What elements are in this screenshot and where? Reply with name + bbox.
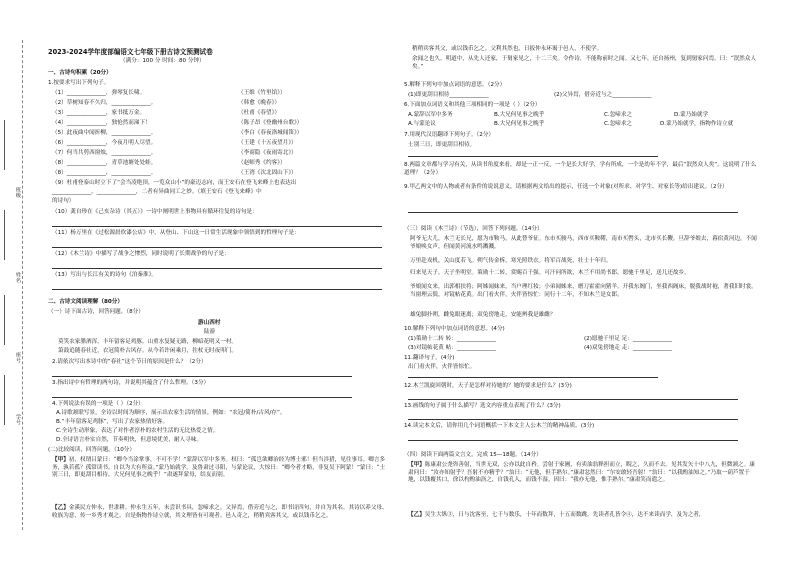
source-note: （韩愈《晚春》） (238, 100, 280, 106)
answer-line[interactable] (408, 399, 738, 400)
answer-line[interactable] (408, 156, 658, 157)
question-line: 10.解释下列句中加点词语的意思。(4分) (404, 326, 505, 332)
passage-continued: 余闻之也久。明道中，从先人还家，于舅家见之，十二三矣。令作诗，不能称前时之闻。又七年，还自扬州，复到舅家问焉。曰：“泯然众人矣。” (412, 56, 757, 70)
question-line[interactable]: (3)对镜帖花黄 帖：______________ (408, 345, 497, 351)
question-line: （12）《木兰诗》中描写了战争之惨烈，同时说明了长期战争的句子是： (52, 251, 230, 257)
source-note: （赵师秀《约客》） (238, 160, 286, 166)
subsection-heading: (二)比较阅读，回答问题。（10分） (48, 447, 135, 453)
question-line[interactable]: (1)策勋十二转 转：______________ (408, 336, 497, 342)
source-note: （李白《春夜洛城闻笛》） (238, 130, 303, 136)
source-note: （李商隐《夜雨寄北》） (238, 150, 297, 156)
poem-paragraph: 雄兔脚扑朔，雌兔眼迷离；双兔傍地走，安能辨我是雄雌？ (410, 312, 556, 318)
question-line: 12.木兰凯旋回朝时，天子是怎样对待她的？她的要求是什么？(3分) (404, 383, 572, 389)
question-line: 6.下面加点词语义和其他三项相同的一项是（ ）（2分） (404, 102, 541, 108)
question-line: 13.画线的句子属于什么描写？选文内容重点表现了什么？(3分) (404, 403, 561, 409)
answer-line[interactable] (408, 419, 738, 420)
passage-yi (52, 505, 388, 520)
gutter-blank (4, 375, 6, 425)
question-line: 出门看火伴，火伴皆惊忙。 (408, 364, 476, 370)
source-note: （杜甫《春望》） (238, 110, 280, 116)
source-note: （王湾《次北固山下》） (238, 170, 297, 176)
passage-label: 【甲】 (52, 457, 69, 463)
question-line: 9.甲乙两文中的人物或者有条件的说说意义，请根据两文给出的提示，任选一个对象(对所求、对学生、对家长等)给出建议。（2分） (404, 184, 728, 190)
answer-line[interactable] (408, 377, 658, 378)
answer-line[interactable] (52, 397, 352, 398)
source-note: （王建《十五夜望月》） (238, 140, 297, 146)
option-text: B.“丰年留客足鸡豚”，写出了农家热情好客。 (56, 419, 169, 425)
question-line: 2.请依次写出本诗中的“春社”这个节日的原因是什么？（2分） (52, 359, 207, 365)
passage-text: 吴生大纵③，日与沈客至，七千与数乐，十年而数拜，十五而数跳。先读者孔皆令④，达不来读而学，及为之者， (424, 512, 705, 518)
answer-line[interactable] (52, 268, 382, 269)
question-line: 4.下列说法有误的一项是（ ）（2分） (52, 401, 144, 407)
gutter-label-id: 学号 (15, 414, 22, 425)
poem-paragraph: 爷娘闻女来，出郭相扶将；阿姊闻妹来，当户理红妆；小弟闻姊来，磨刀霍霍向猪羊。开我东阁门，坐我西阁床，脱我战时袍，著我旧时裳。当窗理云鬓，对镜帖花黄。出门看火伴，火伴皆惊忙：同行十二年，不知木兰是女郎。 (410, 284, 757, 298)
question-line: 14.读完本文后，请你用几个词语概括一下本文主人公木兰的精神品质。(3分) (404, 423, 595, 429)
question-text: 1.按要求写出下列句子。 (48, 80, 110, 86)
poem-paragraph: 归来见天子，天子坐明堂。策勋十二转，赏赐百千强。可汗问所欲，木兰不用尚书郎，愿驰千里足，送儿还故乡。 (410, 270, 690, 276)
option-text: D.蒙乃始就学 (674, 112, 709, 118)
answer-line[interactable] (52, 226, 382, 227)
option-text: A.诗歌颔联写景，全诗以时间为顺序，展示出农家生活的情景，例如：“农冠/简朴/古风/存”。 (56, 410, 286, 416)
question-line: 士别三日，即更刮目相待。 (408, 142, 476, 148)
gutter-label-seat: 座号 (15, 352, 22, 363)
question-line: 的诗句） (52, 198, 75, 204)
answer-line[interactable] (52, 247, 382, 248)
poem-paragraph: 万里赴戎机，关山度若飞。朔气传金柝，寒光照铁衣。将军百战死，壮士十年归。 (410, 258, 612, 264)
gutter-label-class: 班级 (15, 187, 22, 198)
question-line[interactable]: ______________，______________，二者有异曲同工之妙。（填王安石《登飞来峰》中 (52, 189, 262, 195)
exam-meta: （满分：100 分 时间：80 分钟） (120, 58, 205, 64)
gutter-blank (4, 210, 6, 260)
question-line[interactable]: （8）______________，青草池塘处处蛙。 (52, 160, 157, 166)
gutter-blank (4, 295, 6, 345)
source-note: （王维《竹里馆》） (238, 90, 286, 96)
passage-label: 【乙】 (52, 505, 69, 511)
question-line: （11）杨万里在《过松源晨炊漆公店》中，从登山、下山这一日常生活现象中领悟到的哲理句子是： (52, 230, 300, 236)
option-text: D.全诗语言朴实自然，节奏明快，但意境优美，耐人寻味。 (56, 437, 202, 443)
question-line[interactable]: （7）何当共剪西窗烛，______________。 (52, 150, 157, 156)
question-line: （10）龚自珍在《己亥杂诗（其五）》一诗中阐明世上事物具有循环往复的诗句是： (52, 209, 258, 215)
question-line[interactable]: （2）草树知春不久归，______________。 (52, 100, 157, 106)
question-line[interactable]: （8）______________，______________。 (52, 170, 157, 176)
section-heading: 一、古诗句积累（20分） (48, 70, 112, 76)
question-line[interactable]: (4)双兔傍地走 走：______________ (584, 345, 673, 351)
section-heading: 二、古诗文阅读理解（80分） (48, 299, 123, 305)
subsection-heading: （三）阅读《木兰诗》（节选），回答下列问题。（14分） (404, 226, 543, 232)
question-line: 7.用现代汉语翻译下列句子。（2分） (404, 132, 495, 138)
poem-author: 陆游 (204, 329, 216, 335)
poem-title: 游山西村 (198, 320, 221, 326)
option-text: B.大兄何见事之晚乎 (494, 121, 545, 127)
question-line[interactable]: （4）______________，独怆然而涕下！ (52, 120, 151, 126)
question-line[interactable]: (2)父异焉，借旁近与之______________ (554, 92, 652, 98)
passage-jia (52, 457, 388, 480)
poem-paragraph: 阿爷无大儿，木兰无长兄，愿为市鞍马，从此替爷征。东市买骏马，西市买鞍鞯，南市买辔头，北市买长鞭。旦辞爷娘去，暮宿黄河边，不闻爷娘唤女声，但闻黄河流水鸣溅溅。 (410, 236, 757, 250)
exam-title: 2023-2024学年度部编语文七年级下册古诗文预测试卷 (48, 48, 213, 56)
question-line[interactable]: （5）此夜曲中闻折柳，______________。 (52, 130, 157, 136)
poem-line: 箫鼓追随春社近，衣冠简朴古风存。从今若许闲乘月，拄杖无时夜叩门。 (58, 348, 238, 354)
passage-b (408, 512, 758, 520)
answer-line[interactable] (52, 289, 382, 290)
binding-gutter (0, 0, 44, 561)
answer-line[interactable] (408, 440, 738, 441)
passage-text: 初，权谓吕蒙曰：“卿今当涂掌事，不可不学！”蒙辞以军中多务。权曰：“孤岂欲卿治经为博士邪！但当涉猎，见往事耳。卿言多务，孰若孤？孤常读书，自以为大有所益。”蒙乃始就学。及鲁肃过寻阳，与蒙论议，大惊曰：“卿今者才略，非复吴下阿蒙！”蒙曰：“士别三日，即更刮目相待，大兄何见事之晚乎！”肃遂拜蒙母，结友而别。 (52, 457, 386, 479)
poem-line: 莫笑农家腊酒浑，丰年留客足鸡豚。山重水复疑无路，柳暗花明又一村。 (58, 339, 238, 345)
passage-a (408, 462, 758, 485)
question-line[interactable]: （6）______________，今夜月明人尽望。 (52, 140, 157, 146)
option-text: A.与蒙论议 (408, 121, 436, 127)
question-line[interactable]: (1)即更刮目相待______________ (408, 92, 489, 98)
subsection-heading: （四）阅读下面两篇文言文，完成 15—18题。（14分） (404, 452, 542, 458)
passage-text: 金溪民方仲永，世隶耕。仲永生五年，未尝识书具，忽啼求之。父异焉，借旁近与之，即书诗四句，并自为其名。其诗以养父母、收族为意，传一乡秀才观之。自是指物作诗立就，其文理皆有可观者。邑人奇之，稍稍宾客其父，或以钱币乞之。 (52, 505, 388, 519)
answer-line[interactable] (408, 212, 738, 213)
question-line[interactable]: (2)愿驰千里足 足：______________ (584, 336, 673, 342)
passage-continued: 稍稍宾客其父，或以钱币乞之。父利其然也，日扳仲永环谒于邑人，不使学。 (412, 46, 603, 52)
passage-label: 【甲】 (408, 462, 425, 468)
option-text: D.蒙乃始就学，指物作诗立就 (660, 121, 734, 127)
question-line[interactable]: （1）______________，弹琴复长啸。 (52, 90, 146, 96)
question-line: 3.指出诗中有哲理的两句诗，并说明其蕴含了什么哲理。（3分） (52, 380, 210, 386)
passage-label: 【乙】 (408, 512, 425, 518)
source-note: （陈子昂《登幽州台歌》） (238, 120, 303, 126)
question-line: 5.解释下列句中加点词语的意思。（2分） (404, 82, 506, 88)
option-text: B.大兄何见事之晚乎 (494, 112, 545, 118)
gutter-fold-line (22, 40, 23, 530)
question-line: 8.两篇文章都与学习有关，从读书角度来看，却是一正一反，一个是长大好学，学有所成，一个是幼年不学，最后“泯然众人矣”。这说明了什么道理？（2分） (404, 162, 757, 176)
answer-line[interactable] (52, 376, 352, 377)
question-line: 11.翻译句子。(4分) (404, 355, 455, 361)
option-text: A.蒙辞以军中多务 (408, 112, 453, 118)
gutter-blank (4, 120, 6, 170)
option-text: C.忽啼求之 (604, 112, 633, 118)
gutter-label-name: 姓名 (15, 272, 22, 283)
option-text: C.忽啼求之 (604, 121, 633, 127)
option-text: C.全诗生动形象，表达了对作者淳朴的农村生活的无比热爱之情。 (56, 428, 219, 434)
subsection-heading: （一）诗下面古诗，回答问题。（8分） (48, 309, 144, 315)
question-line: （13）写出与长江有关的诗句《泊秦淮》。 (52, 272, 158, 278)
question-line: （9）杜甫登泰山时立下了“会当凌绝顶，一览众山小”的豪迈志向，而王安石在登飞来峰上也表达出 (52, 180, 297, 186)
question-line[interactable]: （3）______________，家书抵万金。 (52, 110, 146, 116)
passage-text: 陈康肃公尧咨善射，当世无双，公亦以此自矜。尝射于家圃，有卖油翁释担而立，睨之，久而不去。见其发矢十中八九，但微颔之。康肃问曰：“汝亦知射乎？吾射不亦精乎？”翁曰：“无他，但手熟尔。”康肃忿然曰：“尔安敢轻吾射！”翁曰：“以我酌油知之。”乃取一葫芦置于地，以钱覆其口，徐以杓酌油沥之，自钱孔入，而钱不湿。因曰：“我亦无他，惟手熟尔。”康肃笑而遣之。 (408, 462, 755, 484)
